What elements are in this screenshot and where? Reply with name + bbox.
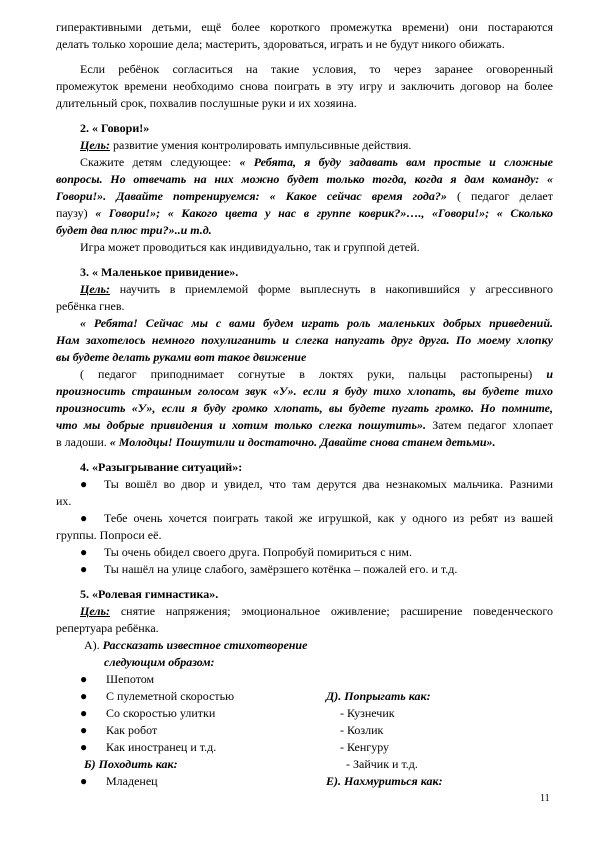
page-number: 11	[540, 793, 550, 804]
goal-line	[80, 282, 553, 296]
text-line: репертуара ребёнка.	[56, 621, 159, 635]
text-line: делать только хорошие дела; мастерить, здороваться, играть и не будут никого обижать.	[56, 37, 505, 51]
list-item: Со скоростью улитки	[106, 706, 216, 720]
subsection-title: Д). Попрыгать как:	[326, 689, 431, 703]
list-item: - Кузнечик	[340, 706, 395, 720]
list-item: - Кенгуру	[340, 740, 390, 754]
bullet-icon: ●	[80, 511, 88, 525]
goal-text: научить в приемлемой форме выплеснуть в накопившийся у агрессивного	[110, 282, 553, 296]
text-line	[56, 418, 553, 432]
text-line	[56, 189, 553, 203]
goal-label: Цель:	[80, 282, 110, 296]
text-line: Игра может проводиться как индивидуально, так и группой детей.	[80, 240, 420, 254]
section-heading: 5. «Ролевая гимнастика».	[80, 587, 219, 601]
bullet-icon: ●	[80, 774, 88, 788]
text-line	[56, 435, 496, 449]
list-item: Ты вошёл во двор и увидел, что там дерутся два незнакомых мальчика. Разними	[104, 477, 553, 491]
subsection-title-cont: следующим образом:	[104, 655, 215, 669]
goal-label: Цель:	[80, 138, 110, 152]
goal-line	[80, 604, 553, 618]
text-line: Если ребёнок согласиться на такие условия, то через заранее оговоренный	[80, 62, 553, 76]
list-item: Ты нашёл на улице слабого, замёрзшего котёнка – пожалей его. и т.д.	[104, 562, 458, 576]
bullet-icon: ●	[80, 689, 88, 703]
quote-span: « Молодцы! Пошутили и достаточно. Давайте снова станем детьми».	[109, 435, 496, 449]
list-item: Как робот	[106, 723, 158, 737]
text-span: в ладоши.	[56, 435, 110, 449]
text-span: Скажите детям следующее:	[80, 155, 240, 169]
bullet-icon: ●	[80, 545, 88, 559]
quote-line: произносить «У», если я буду громко хлопать, вы будете пугать громко. Но помните,	[56, 401, 553, 415]
text-span: ( педагог приподнимает согнутые в локтях руки, пальцы растопырены)	[80, 367, 547, 381]
text-line: длительный срок, похвалив послушные руки и их хозяина.	[56, 96, 357, 110]
subsection-title	[84, 638, 307, 652]
list-item: С пулеметной скоростью	[106, 689, 235, 703]
subsection-title: Б) Походить как:	[84, 757, 178, 771]
quote-line: Нам захотелось немного похулиганить и слегка напугать друг друга. По моему хлопку	[56, 333, 553, 347]
quote-span: Говори!». Давайте потренируемся: « Какое сейчас время года?»	[56, 189, 457, 203]
text-span: ( педагог делает	[456, 189, 553, 203]
text-line: гиперактивными детьми, ещё более короткого промежутка времени) они постараются	[56, 20, 553, 34]
text-line	[56, 206, 553, 220]
section-heading: 2. « Говори!»	[80, 121, 150, 135]
list-item: Ты очень обидел своего друга. Попробуй помириться с ним.	[104, 545, 413, 559]
text-span: паузу)	[56, 206, 96, 220]
section-heading: 3. « Маленькое привидение».	[80, 265, 239, 279]
bullet-icon: ●	[80, 477, 88, 491]
bullet-icon: ●	[80, 672, 88, 686]
goal-text: снятие напряжения; эмоциональное оживление; расширение поведенческого	[110, 604, 553, 618]
bullet-icon: ●	[80, 562, 88, 576]
text-span: Затем педагог хлопает	[432, 418, 553, 432]
bullet-icon: ●	[80, 740, 88, 754]
quote-line: вопросы. Но отвечать на них можно будет только тогда, когда я дам команду: «	[56, 172, 553, 186]
subsection-title: Е). Нахмуриться как:	[326, 774, 443, 788]
bullet-icon: ●	[80, 706, 88, 720]
goal-label: Цель:	[80, 604, 110, 618]
list-item: - Козлик	[340, 723, 384, 737]
text-line	[80, 155, 553, 169]
text-line: промежуток времени необходимо снова поиграть в эту игру и заключить договор на более	[56, 79, 553, 93]
quote-span: и	[546, 367, 553, 381]
subsection-prefix: А).	[84, 638, 103, 652]
quote-span: что мы добрые привидения и хотим только слегка пошутить».	[56, 418, 433, 432]
list-item: Тебе очень хочется поиграть такой же игрушкой, как у одного из ребят из вашей	[104, 511, 553, 525]
subsection-label: Рассказать известное стихотворение	[102, 638, 308, 652]
text-line: ребёнка гнев.	[56, 299, 125, 313]
quote-line: произносить страшным голосом звук «У». если я буду тихо хлопать, вы будете тихо	[56, 384, 553, 398]
list-item-continued: их.	[56, 494, 72, 508]
quote-span: « Ребята, я буду задавать вам простые и сложные	[239, 155, 554, 169]
goal-line	[80, 138, 411, 152]
text-line	[80, 367, 553, 381]
section-heading: 4. «Разыгрывание ситуаций»:	[80, 460, 243, 474]
list-item: Как иностранец и т.д.	[106, 740, 217, 754]
list-item: Шепотом	[106, 672, 155, 686]
quote-line: будет два плюс три?»..и т.д.	[56, 223, 212, 237]
quote-span: « Говори!»; « Какого цвета у нас в группе коврик?»…., «Говори!»; « Сколько	[95, 206, 554, 220]
goal-text: развитие умения контролировать импульсивные действия.	[110, 138, 412, 152]
list-item-continued: группы. Попроси её.	[56, 528, 162, 542]
list-item: - Зайчик и т.д.	[346, 757, 418, 771]
quote-line: « Ребята! Сейчас мы с вами будем играть роль маленьких добрых приведений.	[80, 316, 553, 330]
bullet-icon: ●	[80, 723, 88, 737]
quote-line: вы будете делать руками вот такое движение	[56, 350, 307, 364]
list-item: Младенец	[106, 774, 158, 788]
